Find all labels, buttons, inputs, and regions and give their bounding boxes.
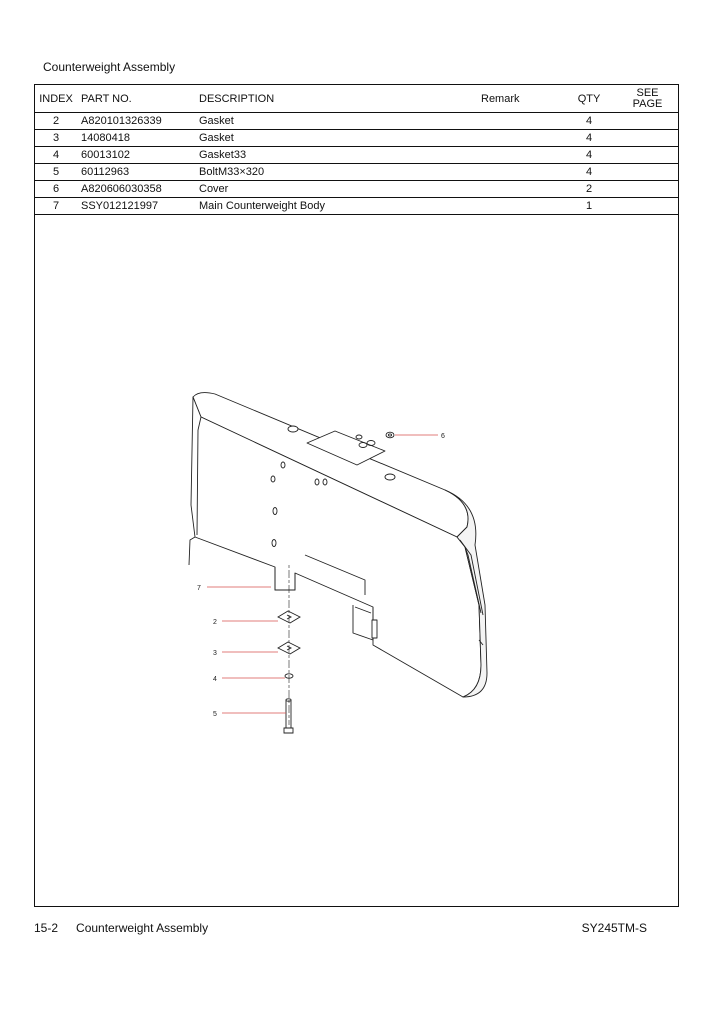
cell-index: 7 (35, 198, 77, 215)
footer-model: SY245TM-S (581, 921, 647, 935)
exploded-view-diagram (35, 85, 680, 908)
header-part-no: PART NO. (77, 85, 195, 113)
cell-qty: 4 (561, 164, 617, 181)
cell-qty: 1 (561, 198, 617, 215)
cell-part-no: 60013102 (77, 147, 195, 164)
header-index: INDEX (35, 85, 77, 113)
callout-6: 6 (441, 433, 445, 440)
header-see-line1: SEE (636, 86, 659, 99)
cell-qty: 2 (561, 181, 617, 198)
cell-index: 6 (35, 181, 77, 198)
bolt-part-5 (284, 699, 293, 733)
footer-left (34, 921, 208, 935)
header-remark: Remark (471, 85, 561, 113)
cell-index: 3 (35, 130, 77, 147)
page-title: Counterweight Assembly (43, 60, 176, 74)
cell-part-no: A820606030358 (77, 181, 195, 198)
footer-page-number: 15-2 (34, 921, 59, 935)
lift-eye (288, 426, 298, 432)
cell-description: BoltM33×320 (195, 164, 471, 181)
cell-part-no: 14080418 (77, 130, 195, 147)
cell-index: 5 (35, 164, 77, 181)
callout-2: 2 (213, 619, 217, 626)
cell-part-no: A820101326339 (77, 113, 195, 130)
cell-description: Gasket (195, 130, 471, 147)
cell-index: 4 (35, 147, 77, 164)
footer-section: Counterweight Assembly (76, 921, 209, 935)
callout-4: 4 (213, 676, 217, 683)
cell-part-no: SSY012121997 (77, 198, 195, 215)
header-qty: QTY (561, 85, 617, 113)
callout-5: 5 (213, 711, 217, 718)
cell-qty: 4 (561, 147, 617, 164)
cover-part (386, 432, 394, 438)
cell-description: Gasket33 (195, 147, 471, 164)
cell-part-no: 60112963 (77, 164, 195, 181)
callout-7: 7 (197, 585, 201, 592)
parts-frame (34, 84, 679, 907)
cell-qty: 4 (561, 130, 617, 147)
cell-description: Cover (195, 181, 471, 198)
cover-hole (385, 474, 395, 480)
cell-description: Main Counterweight Body (195, 198, 471, 215)
header-description: DESCRIPTION (195, 85, 471, 113)
cell-index: 2 (35, 113, 77, 130)
callout-3: 3 (213, 650, 217, 657)
header-see-line2: PAGE (632, 97, 663, 110)
cell-description: Gasket (195, 113, 471, 130)
cell-qty: 4 (561, 113, 617, 130)
